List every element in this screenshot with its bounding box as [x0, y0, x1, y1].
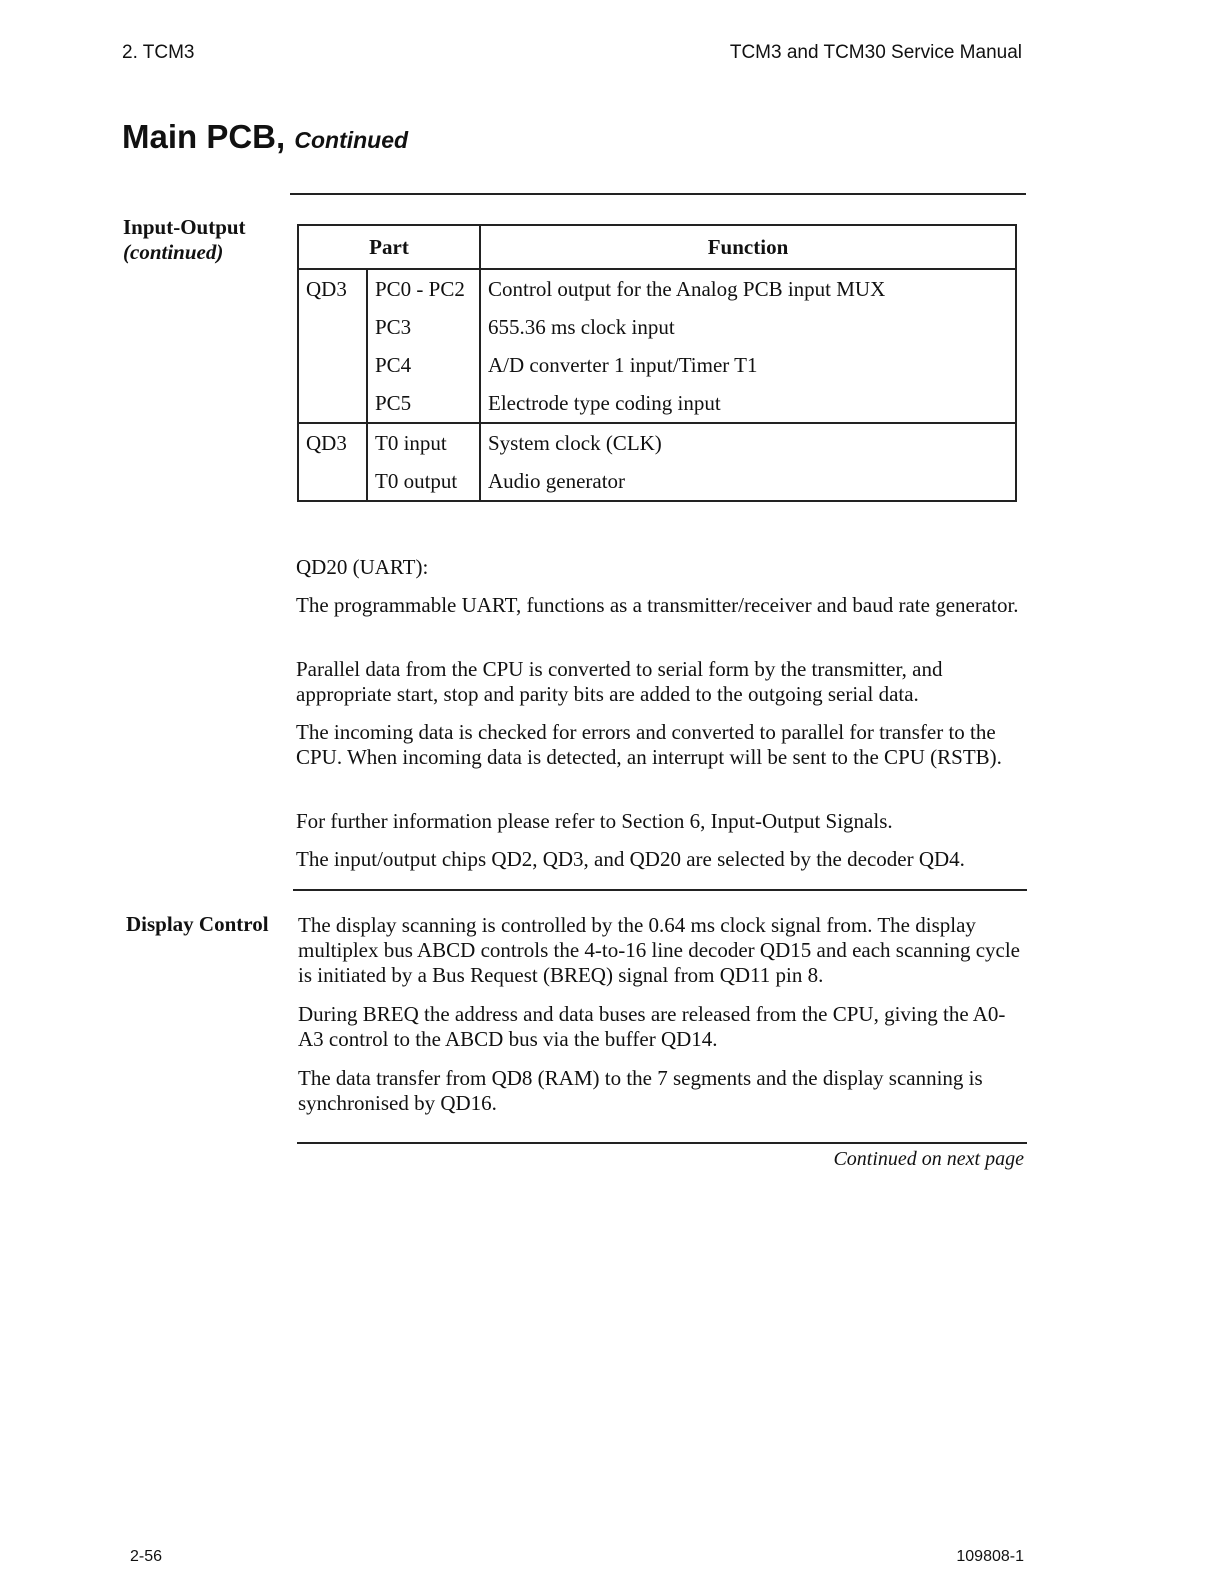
table-cell-pin: PC4: [367, 346, 480, 384]
input-output-heading: [123, 215, 246, 265]
table-cell-function: A/D converter 1 input/Timer T1: [480, 346, 1016, 384]
table-cell-pin: PC5: [367, 384, 480, 423]
section-divider-top: [290, 193, 1026, 195]
uart-paragraph: The programmable UART, functions as a transmitter/receiver and baud rate generator.: [296, 593, 1019, 617]
section-divider-middle: [293, 889, 1027, 891]
table-cell-pin: T0 input: [367, 423, 480, 462]
uart-paragraph: The incoming data is checked for errors and converted to parallel for transfer to the CPU. When incoming data is detected, an interrupt will be sent to the CPU (RSTB).: [296, 720, 1002, 769]
table-row: [298, 346, 1016, 384]
page-title-continued: Continued: [294, 127, 409, 153]
display-control-paragraph: The display scanning is controlled by the 0.64 ms clock signal from. The display multiplex bus ABCD controls the 4-to-16 line decoder QD15 and each scanning cycle is initiated by a Bus Request (BREQ) signal from QD11 pin 8.: [298, 913, 1020, 987]
footer-doc-number: 109808-1: [956, 1548, 1024, 1565]
table-cell-chip: [298, 462, 367, 501]
table-cell-pin: PC3: [367, 308, 480, 346]
table-cell-function: Audio generator: [480, 462, 1016, 501]
header-section-label: 2. TCM3: [122, 42, 195, 63]
uart-paragraph: Parallel data from the CPU is converted to serial form by the transmitter, and appropriate start, stop and parity bits are added to the outgoing serial data.: [296, 657, 943, 706]
uart-paragraph: For further information please refer to Section 6, Input-Output Signals.: [296, 809, 893, 833]
parts-function-table: [297, 224, 1017, 502]
table-cell-function: 655.36 ms clock input: [480, 308, 1016, 346]
table-cell-chip: [298, 384, 367, 423]
table-row: [298, 462, 1016, 501]
uart-heading: QD20 (UART):: [296, 555, 429, 579]
table-row: [298, 384, 1016, 423]
input-output-heading-title: Input-Output: [123, 215, 246, 239]
table-cell-chip: [298, 346, 367, 384]
section-divider-bottom: [297, 1142, 1027, 1144]
table-cell-chip: [298, 308, 367, 346]
footer-page-number: 2-56: [130, 1548, 163, 1565]
continued-on-next-page: Continued on next page: [833, 1148, 1024, 1170]
table-cell-pin: PC0 - PC2: [367, 269, 480, 308]
table-cell-chip: QD3: [298, 423, 367, 462]
page-title: [122, 118, 408, 156]
input-output-heading-subtitle: (continued): [123, 240, 224, 264]
table-cell-function: Control output for the Analog PCB input MUX: [480, 269, 1016, 308]
table-cell-chip: QD3: [298, 269, 367, 308]
table-row: [298, 423, 1016, 462]
header-manual-title: TCM3 and TCM30 Service Manual: [729, 42, 1022, 63]
table-cell-function: System clock (CLK): [480, 423, 1016, 462]
table-cell-function: Electrode type coding input: [480, 384, 1016, 423]
table-header-part: Part: [298, 225, 480, 269]
uart-paragraph: The input/output chips QD2, QD3, and QD20 are selected by the decoder QD4.: [296, 847, 965, 871]
display-control-heading: Display Control: [126, 912, 269, 936]
table-row: [298, 269, 1016, 308]
table-row: [298, 308, 1016, 346]
display-control-paragraph: During BREQ the address and data buses are released from the CPU, giving the A0-A3 control to the ABCD bus via the buffer QD14.: [298, 1002, 1006, 1051]
display-control-paragraph: The data transfer from QD8 (RAM) to the 7 segments and the display scanning is synchronised by QD16.: [298, 1066, 983, 1115]
table-cell-pin: T0 output: [367, 462, 480, 501]
table-header-function: Function: [480, 225, 1016, 269]
page-title-main: Main PCB,: [122, 118, 286, 155]
